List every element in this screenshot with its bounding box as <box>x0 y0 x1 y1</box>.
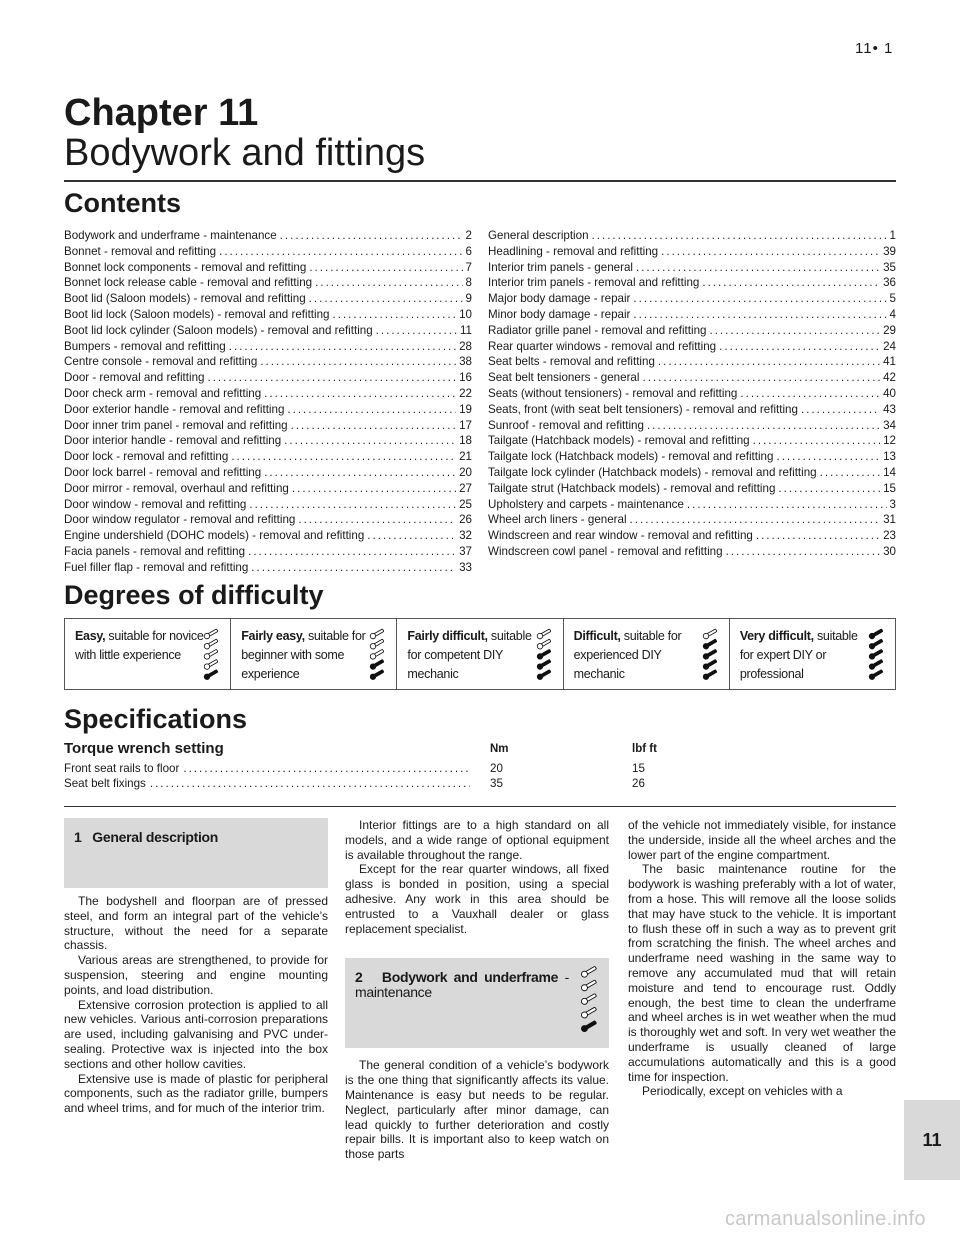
spanner-icon <box>370 658 385 670</box>
dot-leader <box>702 275 880 291</box>
contents-item <box>488 244 896 260</box>
contents-item <box>488 228 896 244</box>
spec-lbf-value: 15 <box>632 762 645 775</box>
dot-leader <box>367 528 456 544</box>
spanner-icon <box>868 638 883 650</box>
contents-item-page: 37 <box>459 544 472 558</box>
contents-item-title: Wheel arch liners - general <box>488 513 627 527</box>
contents-item-page: 32 <box>459 529 472 543</box>
dot-leader <box>309 260 462 276</box>
contents-item-title: Bonnet - removal and refitting <box>64 244 217 258</box>
contents-item-title: Tailgate (Hatchback models) - removal and refitting <box>488 434 750 448</box>
chapter-tab: 11 <box>904 1100 960 1180</box>
contents-item <box>64 402 472 418</box>
contents-item <box>64 481 472 497</box>
contents-item-title: Bumpers - removal and refitting <box>64 339 226 353</box>
dot-leader <box>753 433 880 449</box>
contents-item-title: Seats (without tensioners) - removal and refitting <box>488 386 738 400</box>
contents-item-title: Seat belt tensioners - general <box>488 371 640 385</box>
contents-item <box>488 370 896 386</box>
paragraph: Periodically, except on vehicles with a <box>642 1084 843 1099</box>
contents-item-page: 24 <box>883 339 896 353</box>
spanner-icon <box>536 658 551 670</box>
spanner-icon <box>203 638 218 650</box>
contents-item-title: Door window - removal and refitting <box>64 497 247 511</box>
contents-item <box>64 354 472 370</box>
contents-item <box>488 291 896 307</box>
spanner-icon <box>370 648 385 660</box>
paragraph: Various areas are strengthened, to provide for suspension, steering and engine mounting points, and load distribution. <box>64 953 328 997</box>
difficulty-description: suitable for novice with little experience <box>75 629 204 662</box>
contents-item-title: Door check arm - removal and refitting <box>64 386 262 400</box>
contents-item <box>64 323 472 339</box>
difficulty-level-1 <box>65 619 230 689</box>
spanner-icon <box>580 1006 597 1019</box>
contents-item-title: Door interior handle - removal and refitting <box>64 434 282 448</box>
spanner-icon <box>370 628 385 640</box>
contents-item-page: 36 <box>883 276 896 290</box>
difficulty-heading: Degrees of difficulty <box>64 580 324 610</box>
spanner-icon <box>702 648 717 660</box>
spec-lbf-value: 26 <box>632 777 645 790</box>
paragraph: Interior fittings are to a high standard on all models, and a wide range of optional equipment is available throughout the range. <box>345 818 609 862</box>
contents-item-page: 7 <box>465 260 472 274</box>
contents-item-title: Bonnet lock release cable - removal and refitting <box>64 276 313 290</box>
contents-item-page: 31 <box>883 513 896 527</box>
dot-leader <box>592 228 887 244</box>
dot-leader <box>207 370 456 386</box>
spanner-icon <box>702 628 717 640</box>
difficulty-level-2 <box>230 619 396 689</box>
dot-leader <box>376 323 457 339</box>
dot-leader <box>687 497 887 513</box>
contents-item <box>488 481 896 497</box>
spanner-icon <box>868 648 883 660</box>
spanner-icon <box>580 1020 597 1033</box>
section-1-heading <box>64 818 328 888</box>
contents-item-page: 1 <box>889 229 896 242</box>
dot-leader <box>284 433 456 449</box>
difficulty-description: suitable for experienced DIY mechanic <box>573 629 682 681</box>
contents-item-title: Seats, front (with seat belt tensioners) - removal and refitting <box>488 402 798 416</box>
spanner-icon <box>536 638 551 650</box>
contents-item <box>488 260 896 276</box>
paragraph: Extensive use is made of plastic for peripheral components, such as the radiator grille, bumpers and wheel trims, and for much of the interior trim. <box>64 1071 328 1116</box>
contents-item-title: Headlining - removal and refitting <box>488 244 659 258</box>
contents-item-title: Fuel filler flap - removal and refitting <box>64 560 249 574</box>
dot-leader <box>740 386 880 402</box>
dot-leader <box>309 291 463 307</box>
contents-item <box>64 497 472 513</box>
spanner-icon <box>702 658 717 670</box>
contents-item-page: 20 <box>459 465 472 479</box>
contents-item <box>64 291 472 307</box>
spec-label: Front seat rails to floor <box>64 762 180 775</box>
contents-item-title: Boot lid (Saloon models) - removal and refitting <box>64 292 306 306</box>
spanner-icon <box>536 648 551 660</box>
contents-list-right <box>488 228 896 560</box>
dot-leader <box>249 497 456 513</box>
page-number: 11• 1 <box>855 40 894 57</box>
dot-leader <box>709 323 880 339</box>
contents-item-page: 30 <box>883 544 896 558</box>
nm-column-header: Nm <box>490 743 509 755</box>
dot-leader <box>801 402 880 418</box>
dot-leader <box>287 402 456 418</box>
difficulty-level-5 <box>729 619 895 689</box>
contents-item-page: 22 <box>459 386 472 400</box>
contents-item-page: 3 <box>889 497 896 511</box>
spanner-icon <box>370 638 385 650</box>
contents-item-page: 38 <box>459 355 472 369</box>
contents-item <box>488 307 896 323</box>
contents-item-page: 14 <box>883 465 896 479</box>
contents-item-title: Radiator grille panel - removal and refitting <box>488 323 707 337</box>
dot-leader <box>642 370 880 386</box>
paragraph: Extensive corrosion protection is applied to all new vehicles. Various anti-corrosion preparations are used, including galvanising and PVC under-sealing. Protective wax is injected into the box sections and other hollow cavities. <box>64 997 328 1071</box>
difficulty-label: Fairly difficult, <box>407 629 488 643</box>
contents-item-title: Door lock - removal and refitting <box>64 450 229 464</box>
dot-leader <box>820 465 880 481</box>
contents-item-page: 42 <box>883 371 896 385</box>
contents-item-page: 28 <box>459 339 472 353</box>
chapter-subtitle: Bodywork and fittings <box>64 132 426 174</box>
contents-item-title: Door exterior handle - removal and refitting <box>64 402 285 416</box>
contents-item-page: 11 <box>459 323 472 337</box>
contents-item-page: 4 <box>889 307 896 321</box>
dot-leader <box>661 244 880 260</box>
contents-item-page: 15 <box>883 481 896 495</box>
dot-leader <box>636 260 880 276</box>
contents-item-page: 21 <box>459 450 472 464</box>
spanner-icon <box>203 669 218 681</box>
contents-item-title: Bonnet lock components - removal and refitting <box>64 260 307 274</box>
dot-leader <box>658 354 880 370</box>
dot-leader <box>778 481 880 497</box>
dot-leader <box>229 339 456 355</box>
dot-leader <box>756 528 880 544</box>
contents-item <box>488 497 896 513</box>
text-column-3 <box>628 818 896 1099</box>
spanner-icon <box>203 648 218 660</box>
contents-item-page: 18 <box>459 434 472 448</box>
section-1-number: 1 <box>74 829 82 845</box>
spec-nm-value: 35 <box>490 777 503 790</box>
contents-item <box>64 449 472 465</box>
contents-item-page: 34 <box>883 418 896 432</box>
contents-item <box>64 544 472 560</box>
difficulty-level-3 <box>396 619 562 689</box>
contents-item <box>64 307 472 323</box>
contents-item-page: 16 <box>459 371 472 385</box>
section-2-title-rest: - maintenance <box>355 969 569 1001</box>
contents-item-title: Interior trim panels - general <box>488 260 633 274</box>
difficulty-label: Very difficult, <box>739 629 814 643</box>
dot-leader <box>219 244 462 260</box>
text-column-2 <box>345 818 609 1162</box>
spanner-icon <box>203 628 218 640</box>
difficulty-description: suitable for beginner with some experience <box>241 629 366 681</box>
section-2-number: 2 <box>355 969 363 986</box>
contents-item <box>488 402 896 418</box>
contents-item <box>64 528 472 544</box>
specifications-heading: Specifications <box>64 704 248 734</box>
contents-item-title: Door - removal and refitting <box>64 371 205 385</box>
spanner-icon <box>868 658 883 670</box>
contents-item-title: Windscreen and rear window - removal and refitting <box>488 529 753 543</box>
contents-item-page: 13 <box>883 450 896 464</box>
contents-item-title: Interior trim panels - removal and refitting <box>488 276 700 290</box>
difficulty-spanners-icon <box>579 966 597 1036</box>
contents-item-page: 10 <box>459 307 472 321</box>
contents-item <box>64 560 472 576</box>
contents-item <box>488 544 896 560</box>
difficulty-description: suitable for competent DIY mechanic <box>407 629 532 681</box>
dot-leader <box>315 275 462 291</box>
spec-row <box>64 762 474 775</box>
dot-leader <box>264 465 456 481</box>
spanner-icon <box>580 979 597 992</box>
contents-item <box>64 260 472 276</box>
contents-item <box>64 244 472 260</box>
contents-item <box>64 386 472 402</box>
section-2-heading <box>345 958 609 1048</box>
contents-item <box>64 465 472 481</box>
dot-leader <box>183 762 470 775</box>
contents-item <box>64 433 472 449</box>
difficulty-label: Difficult, <box>573 629 621 643</box>
contents-item-page: 40 <box>883 386 896 400</box>
contents-item <box>488 386 896 402</box>
contents-item-title: Engine undershield (DOHC models) - removal and refitting <box>64 529 365 543</box>
contents-item-page: 27 <box>459 481 472 495</box>
contents-item-title: Door mirror - removal, overhaul and refitting <box>64 481 289 495</box>
contents-item-title: Door window regulator - removal and refitting <box>64 513 296 527</box>
dot-leader <box>264 386 456 402</box>
contents-item-title: Upholstery and carpets - maintenance <box>488 497 684 511</box>
contents-item <box>488 339 896 355</box>
contents-item <box>488 354 896 370</box>
contents-item <box>488 465 896 481</box>
spanner-icon <box>536 669 551 681</box>
contents-item-title: Tailgate strut (Hatchback models) - removal and refitting <box>488 481 776 495</box>
contents-item-title: Minor body damage - repair <box>488 307 631 321</box>
chapter-title: Chapter 11 <box>64 92 259 134</box>
contents-item-title: Seat belts - removal and refitting <box>488 355 655 369</box>
contents-item-page: 26 <box>459 513 472 527</box>
title-rule <box>64 180 896 182</box>
contents-item-page: 9 <box>465 292 472 306</box>
contents-item-page: 23 <box>883 529 896 543</box>
contents-item-title: Windscreen cowl panel - removal and refitting <box>488 544 723 558</box>
contents-item-page: 33 <box>459 560 472 574</box>
dot-leader <box>333 307 457 323</box>
spanner-icon <box>370 669 385 681</box>
dot-leader <box>298 512 456 528</box>
contents-item <box>488 323 896 339</box>
section-2-title: Bodywork and underframe <box>381 969 559 986</box>
difficulty-label: Fairly easy, <box>241 629 305 643</box>
paragraph: The basic maintenance routine for the bodywork is washing preferably with a lot of water, from a hose. This will remove all the loose solids that may have stuck to the vehicle. It is important to flush these off in such a way as to prevent grit from scratching the finish. The wheel arches and underframe need washing in the same way to remove any accumulated mud that will retain moisture and tend to encourage rust. Oddly enough, the best time to clean the underframe and wheel arches is in wet weather when the mud is thoroughly wet and soft. In very wet weather the underframe is usually cleaned of large accumulations automatically and this is a good time for inspection. <box>628 862 896 1084</box>
dot-leader <box>647 418 880 434</box>
dot-leader <box>630 512 881 528</box>
contents-item <box>488 512 896 528</box>
dot-leader <box>280 228 463 244</box>
difficulty-level-4 <box>563 619 729 689</box>
contents-item-page: 35 <box>883 260 896 274</box>
dot-leader <box>248 544 456 560</box>
contents-item-page: 5 <box>889 292 896 306</box>
contents-item-page: 8 <box>465 276 472 290</box>
contents-item-page: 19 <box>459 402 472 416</box>
contents-item-page: 39 <box>883 244 896 258</box>
dot-leader <box>292 481 456 497</box>
spanner-icon <box>868 628 883 640</box>
difficulty-spanners-icon <box>368 627 388 683</box>
contents-item-page: 25 <box>459 497 472 511</box>
contents-item-title: Major body damage - repair <box>488 292 631 306</box>
contents-item <box>64 275 472 291</box>
contents-item-page: 2 <box>465 229 472 242</box>
spec-label: Seat belt fixings <box>64 777 146 790</box>
lbf-column-header: lbf ft <box>632 743 657 755</box>
contents-item-title: Door lock barrel - removal and refitting <box>64 465 262 479</box>
difficulty-label: Easy, <box>75 629 106 643</box>
contents-item-page: 12 <box>883 434 896 448</box>
contents-item-title: Bodywork and underframe - maintenance <box>64 229 277 242</box>
contents-item-page: 29 <box>883 323 896 337</box>
spec-rule <box>64 806 896 807</box>
difficulty-description: suitable for expert DIY or professional <box>739 629 858 681</box>
contents-item-title: Tailgate lock cylinder (Hatchback models) - removal and refitting <box>488 465 817 479</box>
watermark: carmanualsonline.info <box>725 1208 926 1230</box>
text-column-1 <box>64 818 328 1116</box>
spanner-icon <box>203 658 218 670</box>
contents-heading: Contents <box>64 188 181 218</box>
difficulty-scale <box>64 618 896 690</box>
contents-item-page: 6 <box>465 244 472 258</box>
contents-item <box>488 433 896 449</box>
spanner-icon <box>702 638 717 650</box>
difficulty-spanners-icon <box>202 627 222 683</box>
contents-item <box>64 512 472 528</box>
contents-item-page: 43 <box>883 402 896 416</box>
contents-item-title: Boot lid lock (Saloon models) - removal and refitting <box>64 307 330 321</box>
contents-item-page: 41 <box>883 355 896 369</box>
contents-item <box>64 339 472 355</box>
dot-leader <box>719 339 880 355</box>
paragraph: Except for the rear quarter windows, all fixed glass is bonded in position, using a special adhesive. Any work in this area should be entrusted to a Vauxhall dealer or glass replacement specialist. <box>345 862 609 936</box>
spanner-icon <box>580 993 597 1006</box>
dot-leader <box>291 418 456 434</box>
paragraph: The general condition of a vehicle’s bodywork is the one thing that significantly affects its value. Maintenance is easy but needs to be regular. Neglect, particularly after minor damage, can lead quickly to further deterioration and costly repair bills. It is important also to keep watch on those parts <box>345 1058 609 1162</box>
spec-row <box>64 777 474 790</box>
difficulty-spanners-icon <box>701 627 721 683</box>
contents-list-left <box>64 228 472 576</box>
torque-subheading: Torque wrench setting <box>64 740 224 757</box>
dot-leader <box>260 354 456 370</box>
dot-leader <box>726 544 881 560</box>
contents-item-title: Sunroof - removal and refitting <box>488 418 644 432</box>
spanner-icon <box>536 628 551 640</box>
contents-item-title: Boot lid lock cylinder (Saloon models) - removal and refitting <box>64 323 373 337</box>
spec-nm-value: 20 <box>490 762 503 775</box>
contents-item-title: Facia panels - removal and refitting <box>64 544 246 558</box>
contents-item-title: Centre console - removal and refitting <box>64 355 258 369</box>
dot-leader <box>633 291 886 307</box>
spanner-icon <box>868 669 883 681</box>
contents-item-title: Door inner trim panel - removal and refitting <box>64 418 288 432</box>
contents-item-title: Tailgate lock (Hatchback models) - removal and refitting <box>488 450 774 464</box>
difficulty-spanners-icon <box>535 627 555 683</box>
dot-leader <box>231 449 456 465</box>
contents-item-title: General description <box>488 229 589 242</box>
paragraph: The bodyshell and floorpan are of pressed steel, and form an integral part of the vehicle’s structure, without the need for a separate chassis. <box>64 894 328 953</box>
dot-leader <box>150 777 470 790</box>
paragraph: of the vehicle not immediately visible, for instance the underside, inside all the wheel arches and the lower part of the engine compartment. <box>628 818 896 862</box>
contents-item <box>64 370 472 386</box>
contents-item <box>488 418 896 434</box>
contents-item <box>64 228 472 244</box>
contents-item <box>488 275 896 291</box>
contents-item-page: 17 <box>459 418 472 432</box>
contents-item <box>488 528 896 544</box>
spanner-icon <box>702 669 717 681</box>
contents-item-title: Rear quarter windows - removal and refitting <box>488 339 717 353</box>
difficulty-spanners-icon <box>867 627 887 683</box>
dot-leader <box>251 560 456 576</box>
dot-leader <box>633 307 886 323</box>
contents-item <box>64 418 472 434</box>
contents-item <box>488 449 896 465</box>
spanner-icon <box>580 966 597 978</box>
dot-leader <box>776 449 880 465</box>
section-1-title: General description <box>92 829 219 845</box>
